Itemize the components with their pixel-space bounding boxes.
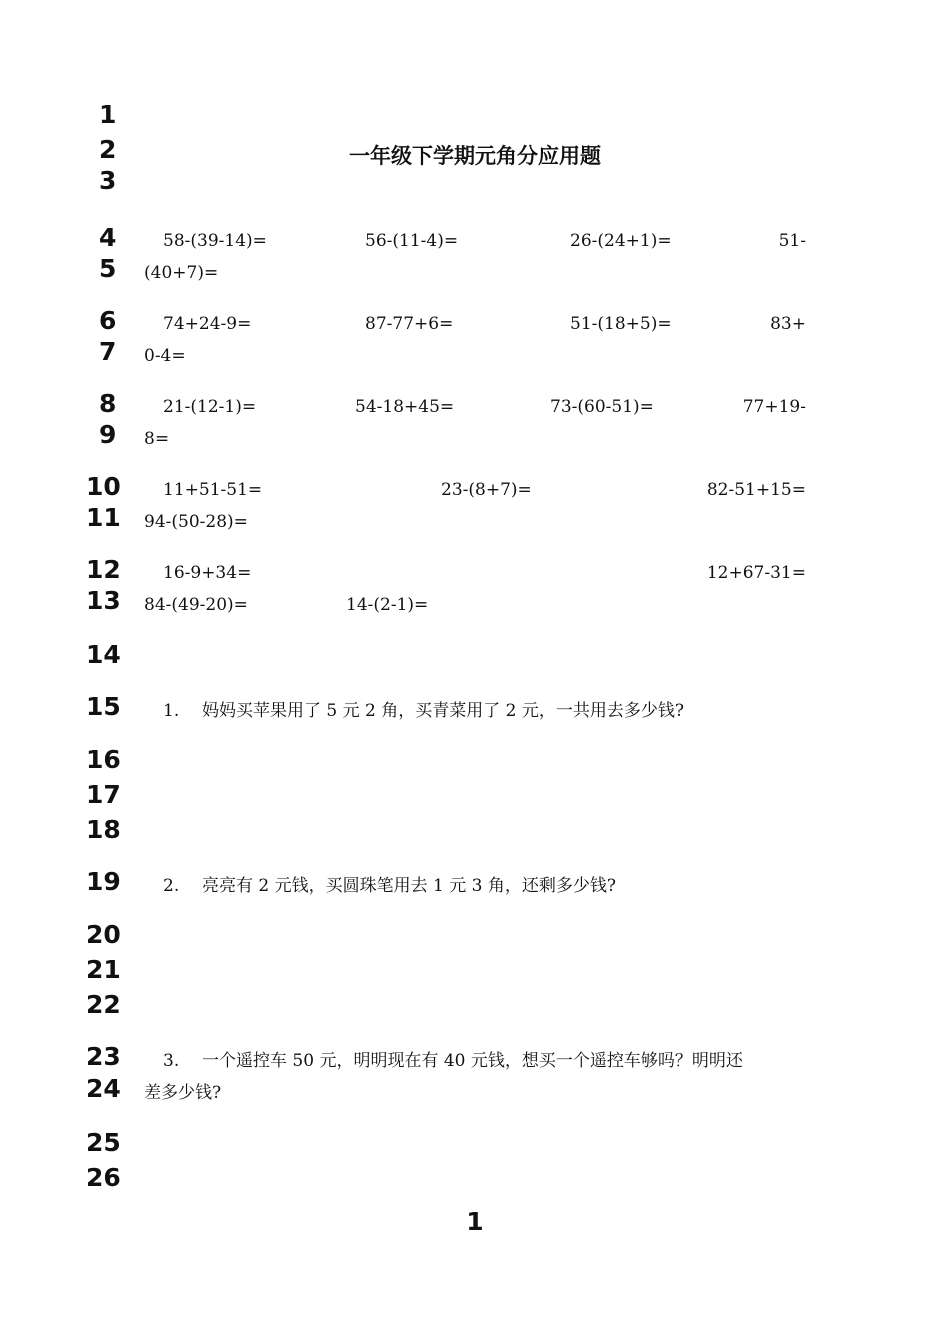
line-number: 10	[86, 472, 121, 501]
line-number: 7	[99, 337, 117, 366]
equation: 14-(2-1)=	[346, 595, 429, 615]
line-number: 25	[86, 1128, 121, 1157]
line-number: 8	[99, 389, 117, 418]
equation: 26-(24+1)=	[570, 231, 672, 251]
equation: 74+24-9=	[163, 314, 252, 334]
line-number: 1	[99, 100, 117, 129]
line-number: 15	[86, 692, 121, 721]
equation: 58-(39-14)=	[163, 231, 267, 251]
problem-number: 3.	[163, 1051, 180, 1071]
line-number: 3	[99, 166, 117, 195]
equation: 94-(50-28)=	[144, 512, 248, 532]
line-number: 19	[86, 867, 121, 896]
equation: 12+67-31=	[706, 563, 806, 583]
equation: 82-51+15=	[706, 480, 806, 500]
line-number: 13	[86, 586, 121, 615]
equation: (40+7)=	[144, 263, 219, 283]
problem-text: 亮亮有 2 元钱，买圆珠笔用去 1 元 3 角，还剩多少钱?	[202, 876, 616, 896]
line-number: 18	[86, 815, 121, 844]
line-number: 4	[99, 223, 117, 252]
line-number: 12	[86, 555, 121, 584]
equation: 0-4=	[144, 346, 186, 366]
equation: 77+19-	[742, 397, 806, 417]
problem-text-continued: 差多少钱?	[144, 1083, 222, 1103]
line-number: 23	[86, 1042, 121, 1071]
line-number: 26	[86, 1163, 121, 1192]
equation: 23-(8+7)=	[441, 480, 532, 500]
equation: 21-(12-1)=	[163, 397, 257, 417]
line-number: 22	[86, 990, 121, 1019]
equation: 87-77+6=	[365, 314, 454, 334]
equation: 56-(11-4)=	[365, 231, 459, 251]
line-number: 11	[86, 503, 121, 532]
page-title: 一年级下学期元角分应用题	[349, 144, 601, 168]
line-number: 21	[86, 955, 121, 984]
page-number: 1	[466, 1207, 484, 1236]
line-number: 5	[99, 254, 117, 283]
equation: 11+51-51=	[163, 480, 263, 500]
line-number: 20	[86, 920, 121, 949]
equation: 54-18+45=	[355, 397, 455, 417]
equation: 73-(60-51)=	[550, 397, 654, 417]
equation: 84-(49-20)=	[144, 595, 248, 615]
line-number: 9	[99, 420, 117, 449]
line-number: 16	[86, 745, 121, 774]
problem-text: 妈妈买苹果用了 5 元 2 角，买青菜用了 2 元，一共用去多少钱?	[202, 701, 684, 721]
problem-text: 一个遥控车 50 元，明明现在有 40 元钱，想买一个遥控车够吗？明明还	[202, 1051, 743, 1071]
line-number: 24	[86, 1074, 121, 1103]
line-number: 14	[86, 640, 121, 669]
equation: 83+	[770, 314, 806, 334]
line-number: 6	[99, 306, 117, 335]
problem-number: 1.	[163, 701, 180, 721]
equation: 51-	[778, 231, 806, 251]
problem-number: 2.	[163, 876, 180, 896]
equation: 16-9+34=	[163, 563, 252, 583]
line-number: 2	[99, 135, 117, 164]
equation: 51-(18+5)=	[570, 314, 672, 334]
line-number: 17	[86, 780, 121, 809]
equation: 8=	[144, 429, 170, 449]
